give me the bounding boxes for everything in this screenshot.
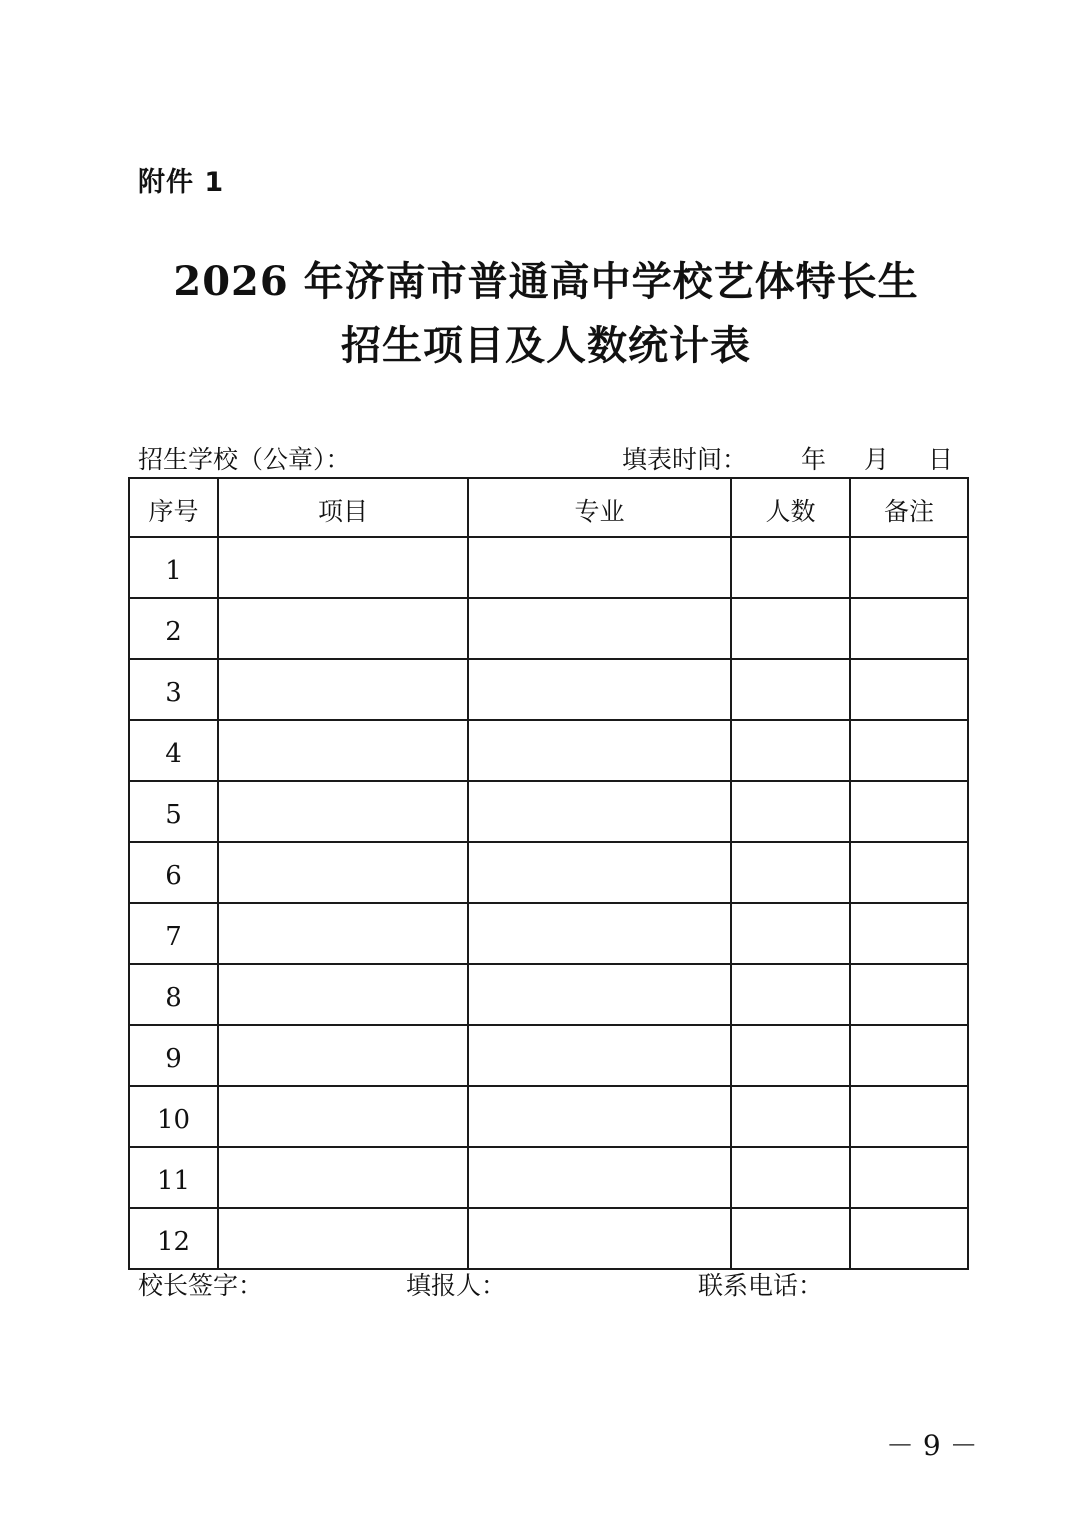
header-remarks: 备注: [850, 478, 968, 537]
count-cell[interactable]: [731, 537, 850, 598]
project-cell[interactable]: [218, 1086, 468, 1147]
count-cell[interactable]: [731, 659, 850, 720]
document-title-line-1: 2026 年济南市普通高中学校艺体特长生: [173, 258, 919, 305]
day-label: 日: [928, 445, 954, 474]
major-cell[interactable]: [468, 781, 731, 842]
table-header-row: [129, 478, 968, 537]
remarks-cell[interactable]: [850, 1208, 968, 1269]
year-label: 年: [801, 445, 827, 474]
count-cell[interactable]: [731, 598, 850, 659]
header-count: 人数: [731, 478, 850, 537]
header-serial: 序号: [129, 478, 218, 537]
project-cell[interactable]: [218, 903, 468, 964]
remarks-cell[interactable]: [850, 598, 968, 659]
serial-cell: 4: [129, 720, 218, 781]
serial-cell: 1: [129, 537, 218, 598]
table-row: [129, 659, 968, 720]
count-cell[interactable]: [731, 781, 850, 842]
contact-phone-label: 联系电话：: [698, 1271, 824, 1300]
project-cell[interactable]: [218, 781, 468, 842]
table-row: [129, 720, 968, 781]
table-row: [129, 537, 968, 598]
month-label: 月: [864, 445, 890, 474]
major-cell[interactable]: [468, 720, 731, 781]
table-row: [129, 1147, 968, 1208]
remarks-cell[interactable]: [850, 964, 968, 1025]
remarks-cell[interactable]: [850, 537, 968, 598]
major-cell[interactable]: [468, 842, 731, 903]
project-cell[interactable]: [218, 842, 468, 903]
table-row: [129, 781, 968, 842]
major-cell[interactable]: [468, 1025, 731, 1086]
header-major: 专业: [468, 478, 731, 537]
count-cell[interactable]: [731, 842, 850, 903]
school-seal-label: 招生学校（公章）：: [138, 445, 351, 474]
serial-cell: 2: [129, 598, 218, 659]
count-cell[interactable]: [731, 1025, 850, 1086]
major-cell[interactable]: [468, 659, 731, 720]
count-cell[interactable]: [731, 1086, 850, 1147]
table-row: [129, 903, 968, 964]
count-cell[interactable]: [731, 964, 850, 1025]
remarks-cell[interactable]: [850, 842, 968, 903]
major-cell[interactable]: [468, 598, 731, 659]
table-row: [129, 964, 968, 1025]
header-project: 项目: [218, 478, 468, 537]
table-row: [129, 842, 968, 903]
project-cell[interactable]: [218, 1208, 468, 1269]
serial-cell: 11: [129, 1147, 218, 1208]
major-cell[interactable]: [468, 1147, 731, 1208]
count-cell[interactable]: [731, 1208, 850, 1269]
table-row: [129, 1025, 968, 1086]
table-row: [129, 1086, 968, 1147]
table-row: [129, 598, 968, 659]
filler-label: 填报人：: [406, 1271, 507, 1300]
serial-cell: 6: [129, 842, 218, 903]
project-cell[interactable]: [218, 964, 468, 1025]
count-cell[interactable]: [731, 903, 850, 964]
fill-time-label: 填表时间：: [622, 445, 748, 474]
project-cell[interactable]: [218, 720, 468, 781]
count-cell[interactable]: [731, 1147, 850, 1208]
major-cell[interactable]: [468, 1208, 731, 1269]
project-cell[interactable]: [218, 659, 468, 720]
remarks-cell[interactable]: [850, 903, 968, 964]
project-cell[interactable]: [218, 1025, 468, 1086]
principal-signature-label: 校长签字：: [138, 1271, 264, 1300]
serial-cell: 12: [129, 1208, 218, 1269]
statistics-table: [128, 477, 969, 1270]
attachment-label: 附件 1: [138, 167, 225, 198]
project-cell[interactable]: [218, 537, 468, 598]
count-cell[interactable]: [731, 720, 850, 781]
table-body: [129, 537, 968, 1269]
remarks-cell[interactable]: [850, 720, 968, 781]
document-title-line-2: 招生项目及人数统计表: [341, 322, 751, 369]
remarks-cell[interactable]: [850, 1147, 968, 1208]
major-cell[interactable]: [468, 903, 731, 964]
remarks-cell[interactable]: [850, 781, 968, 842]
major-cell[interactable]: [468, 1086, 731, 1147]
serial-cell: 5: [129, 781, 218, 842]
project-cell[interactable]: [218, 598, 468, 659]
serial-cell: 3: [129, 659, 218, 720]
remarks-cell[interactable]: [850, 1086, 968, 1147]
remarks-cell[interactable]: [850, 1025, 968, 1086]
page-number: － 9 －: [886, 1429, 978, 1462]
table-row: [129, 1208, 968, 1269]
project-cell[interactable]: [218, 1147, 468, 1208]
major-cell[interactable]: [468, 964, 731, 1025]
remarks-cell[interactable]: [850, 659, 968, 720]
serial-cell: 10: [129, 1086, 218, 1147]
serial-cell: 8: [129, 964, 218, 1025]
serial-cell: 9: [129, 1025, 218, 1086]
major-cell[interactable]: [468, 537, 731, 598]
serial-cell: 7: [129, 903, 218, 964]
